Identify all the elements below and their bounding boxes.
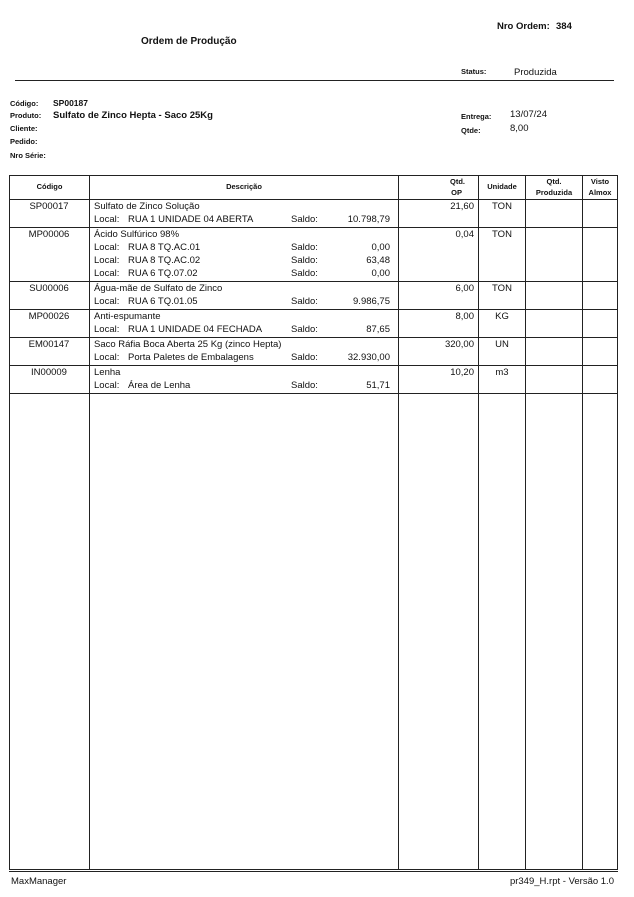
header-qtd-produzida-2: Produzida [535, 188, 573, 197]
order-number: 384 [556, 21, 572, 32]
row-divider [9, 227, 618, 228]
saldo-label: Saldo: [291, 268, 318, 279]
item-description: Saco Ráfia Boca Aberta 25 Kg (zinco Hepta) [94, 339, 282, 350]
item-code: MP00026 [28, 311, 70, 322]
saldo-value: 10.798,79 [347, 214, 390, 225]
codigo-label: Código: [10, 99, 39, 108]
saldo-label: Saldo: [291, 296, 318, 307]
saldo-value: 87,65 [366, 324, 390, 335]
item-qty-op: 6,00 [455, 283, 474, 294]
saldo-label: Saldo: [291, 352, 318, 363]
item-description: Sulfato de Zinco Solução [94, 201, 200, 212]
row-divider [9, 393, 618, 394]
location-name: RUA 8 TQ.AC.02 [128, 255, 201, 266]
local-label: Local: [94, 324, 120, 335]
item-unit: TON [492, 283, 512, 294]
page-title: Ordem de Produção [141, 36, 237, 47]
local-label: Local: [94, 268, 120, 279]
footer-app-name: MaxManager [11, 876, 67, 887]
item-unit: TON [492, 229, 512, 240]
item-unit: KG [495, 311, 509, 322]
location-name: Área de Lenha [128, 380, 191, 391]
header-visto-2: Almox [588, 188, 612, 197]
local-label: Local: [94, 296, 120, 307]
entrega-value: 13/07/24 [510, 109, 547, 120]
item-code: MP00006 [28, 229, 70, 240]
saldo-value: 9.986,75 [353, 296, 390, 307]
local-label: Local: [94, 255, 120, 266]
saldo-label: Saldo: [291, 242, 318, 253]
location-name: RUA 1 UNIDADE 04 FECHADA [128, 324, 263, 335]
footer-divider [9, 871, 618, 872]
item-description: Ácido Sulfúrico 98% [94, 229, 180, 240]
item-unit: TON [492, 201, 512, 212]
item-code: SU00006 [29, 283, 69, 294]
entrega-label: Entrega: [461, 112, 492, 121]
item-unit: UN [495, 339, 509, 350]
header-unidade: Unidade [487, 182, 517, 191]
status-value: Produzida [514, 67, 557, 78]
col-divider [478, 175, 479, 870]
saldo-value: 0,00 [371, 242, 390, 253]
qtde-value: 8,00 [510, 123, 529, 134]
codigo-value: SP00187 [53, 98, 88, 108]
header-qtd-op-qtd: Qtd. [450, 177, 465, 186]
header-qtd-op-op: OP [451, 188, 462, 197]
status-label: Status: [461, 67, 487, 76]
col-divider [525, 175, 526, 870]
header-descricao: Descrição [226, 182, 262, 191]
header-qtd-produzida-1: Qtd. [546, 177, 562, 186]
item-qty-op: 21,60 [450, 201, 474, 212]
saldo-value: 32.930,00 [347, 352, 390, 363]
row-divider [9, 281, 618, 282]
row-divider [9, 337, 618, 338]
header-visto-1: Visto [590, 177, 610, 186]
produto-value: Sulfato de Zinco Hepta - Saco 25Kg [53, 110, 213, 121]
local-label: Local: [94, 214, 120, 225]
row-divider [9, 309, 618, 310]
local-label: Local: [94, 352, 120, 363]
item-description: Anti-espumante [94, 311, 161, 322]
saldo-label: Saldo: [291, 380, 318, 391]
item-qty-op: 0,04 [455, 229, 474, 240]
header-divider [15, 80, 614, 81]
serie-label: Nro Série: [10, 151, 46, 160]
location-name: RUA 6 TQ.07.02 [128, 268, 198, 279]
pedido-label: Pedido: [10, 137, 38, 146]
local-label: Local: [94, 242, 120, 253]
saldo-value: 63,48 [366, 255, 390, 266]
item-qty-op: 10,20 [450, 367, 474, 378]
location-name: RUA 1 UNIDADE 04 ABERTA [128, 214, 254, 225]
saldo-label: Saldo: [291, 255, 318, 266]
produto-label: Produto: [10, 111, 42, 120]
cliente-label: Cliente: [10, 124, 38, 133]
header-codigo: Código [36, 182, 63, 191]
saldo-value: 51,71 [366, 380, 390, 391]
saldo-label: Saldo: [291, 324, 318, 335]
item-description: Água-mãe de Sulfato de Zinco [94, 283, 223, 294]
qtde-label: Qtde: [461, 126, 481, 135]
saldo-value: 0,00 [371, 268, 390, 279]
footer-report-version: pr349_H.rpt - Versão 1.0 [509, 876, 614, 887]
item-code: IN00009 [31, 367, 67, 378]
header-bottom-line [9, 199, 618, 200]
col-divider [89, 175, 90, 870]
item-qty-op: 8,00 [455, 311, 474, 322]
local-label: Local: [94, 380, 120, 391]
item-code: SP00017 [29, 201, 69, 212]
col-divider [582, 175, 583, 870]
location-name: RUA 8 TQ.AC.01 [128, 242, 201, 253]
item-qty-op: 320,00 [444, 339, 474, 350]
items-table [9, 175, 618, 870]
item-code: EM00147 [28, 339, 70, 350]
row-divider [9, 365, 618, 366]
item-unit: m3 [495, 367, 509, 378]
item-description: Lenha [94, 367, 121, 378]
order-number-label: Nro Ordem: [497, 21, 550, 32]
saldo-label: Saldo: [291, 214, 318, 225]
col-divider [398, 175, 399, 870]
location-name: RUA 6 TQ.01.05 [128, 296, 198, 307]
location-name: Porta Paletes de Embalagens [128, 352, 254, 363]
